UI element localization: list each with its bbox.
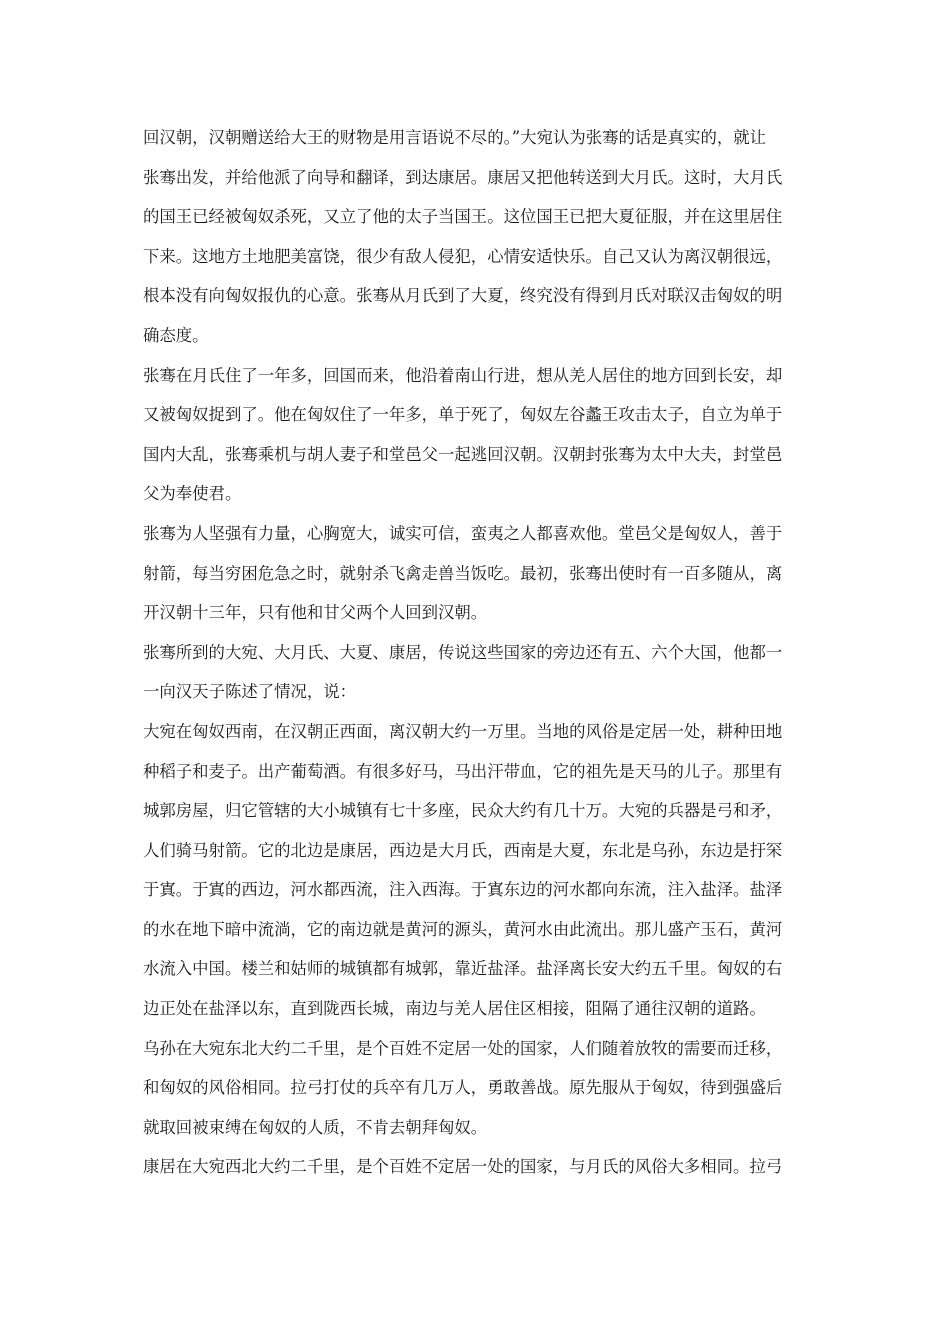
document-body: [143, 118, 807, 1187]
paragraph-kangju: 康居在大宛西北大约二千里，是个百姓不定居一处的国家，与月氏的风俗大多相同。拉弓: [143, 1157, 783, 1177]
paragraph-return-journey: 张骞在月氏住了一年多，回国而来，他沿着南山行进，想从羌人居住的地方回到长安，却 又被匈奴捉到了。他在匈奴住了一年多，单于死了，匈奴左谷蠡王攻击太子，自立为单于 国内大乱，张骞乘机与胡人妻子和堂邑父一起逃回汉朝。汉朝封张骞为太中大夫，封堂邑 父为奉使君。: [143, 365, 783, 504]
paragraph-zhangqian-character: 张骞为人坚强有力量，心胸宽大，诚实可信，蛮夷之人都喜欢他。堂邑父是匈奴人，善于 射箭，每当穷困危急之时，就射杀飞禽走兽当饭吃。最初，张骞出使时有一百多随从，离 开汉朝十三年，只有他和甘父两个人回到汉朝。: [143, 523, 783, 623]
paragraph-dayuan-reply: 回汉朝，汉朝赠送给大王的财物是用言语说不尽的。”大宛认为张骞的话是真实的，就让 张骞出发，并给他派了向导和翻译，到达康居。康居又把他转送到大月氏。这时，大月氏 的国王已经被匈奴杀死，又立了他的太子当国王。这位国王已把大夏征服，并在这里居住 下来。这地方土地肥美富饶，很少有敌人侵犯，心情安适快乐。自己又认为离汉朝很远， 根本没有向匈奴报仇的心意。张骞从月氏到了大夏，终究没有得到月氏对联汉击匈奴的明 确态度。: [143, 128, 783, 345]
paragraph-wusun: 乌孙在大宛东北大约二千里，是个百姓不定居一处的国家，人们随着放牧的需要而迁移， 和匈奴的风俗相同。拉弓打仗的兵卒有几万人，勇敢善战。原先服从于匈奴，待到强盛后 就取回被束缚在匈奴的人质，不肯去朝拜匈奴。: [143, 1038, 783, 1137]
paragraph-dayuan: 大宛在匈奴西南，在汉朝正西面，离汉朝大约一万里。当地的风俗是定居一处，耕种田地 种稻子和麦子。出产葡萄酒。有很多好马，马出汗带血，它的祖先是天马的儿子。那里有 城郭房屋，归它管辖的大小城镇有七十多座，民众大约有几十万。大宛的兵器是弓和矛， 人们骑马射箭。它的北边是康居，西边是大月氏，西南是大夏，东北是乌孙，东边是扜罙 于寘。于寘的西边，河水都西流，注入西海。于寘东边的河水都向东流，注入盐泽。盐泽 的水在地下暗中流淌，它的南边就是黄河的源头，黄河水由此流出。那儿盛产玉石，黄河 水流入中国。楼兰和姑师的城镇都有城郭，靠近盐泽。盐泽离长安大约五千里。匈奴的右 边正处在盐泽以东，直到陇西长城，南边与羌人居住区相接，阻隔了通往汉朝的道路。: [143, 721, 783, 1019]
paragraph-report-intro: 张骞所到的大宛、大月氏、大夏、康居，传说这些国家的旁边还有五、六个大国，他都一 一向汉天子陈述了情况，说：: [143, 642, 783, 702]
